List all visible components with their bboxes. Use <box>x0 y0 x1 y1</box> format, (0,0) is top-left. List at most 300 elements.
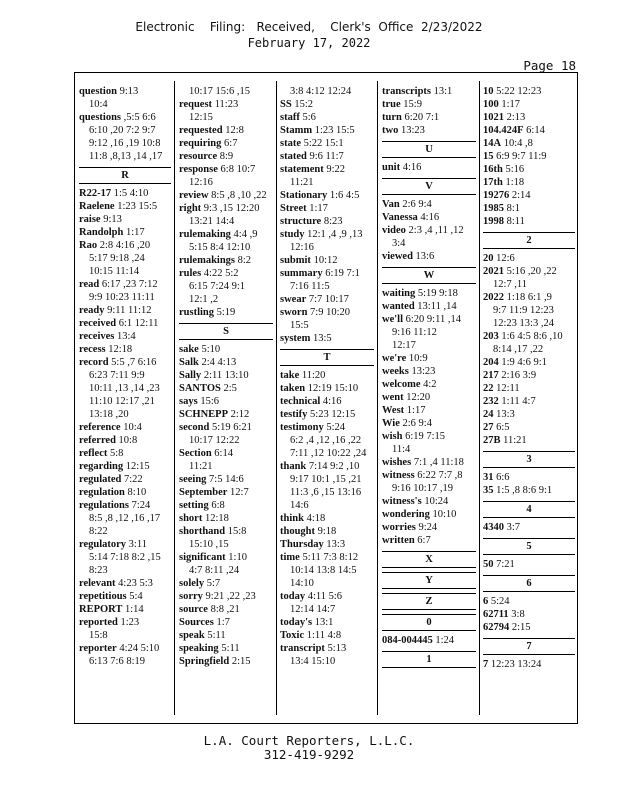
index-entry <box>483 408 575 421</box>
page-line-refs: 13:1 <box>314 617 334 628</box>
page-line-refs-continued: 12:7 ,11 <box>493 279 528 290</box>
index-entry <box>483 137 575 150</box>
page-line-refs: 2:13 <box>506 112 526 123</box>
index-word: Section <box>179 448 212 459</box>
page-line-refs: 2:6 9:4 <box>402 199 432 210</box>
page-line-refs-continued: 12:15 <box>189 112 213 123</box>
page-line-refs-continued: 12:16 <box>189 177 213 188</box>
letter-heading: S <box>179 323 273 340</box>
index-word: 15 <box>483 151 494 162</box>
index-entry <box>79 239 171 252</box>
letter-heading: 1 <box>382 651 476 668</box>
index-word: testimony <box>280 422 324 433</box>
page-line-refs: 8:1 <box>506 203 521 214</box>
index-word: requested <box>179 125 223 136</box>
column-divider <box>174 81 175 715</box>
page-line-refs: 1:18 <box>505 177 525 188</box>
index-entry <box>280 629 374 642</box>
index-word: right <box>179 203 202 214</box>
page-line-refs: 2:12 <box>230 409 250 420</box>
index-word: viewed <box>382 251 413 262</box>
index-entry <box>179 421 273 434</box>
index-word: setting <box>179 500 209 511</box>
index-entry <box>179 254 273 267</box>
index-entry <box>483 356 575 369</box>
page-line-refs: 8:9 <box>219 151 234 162</box>
index-entry <box>79 213 171 226</box>
page-line-refs: 6:20 7:1 <box>404 112 440 123</box>
index-word: source <box>179 604 208 615</box>
index-word: Rao <box>79 240 98 251</box>
index-entry <box>179 228 273 241</box>
page-line-refs: 6:9 9:7 11:9 <box>496 151 547 162</box>
index-entry <box>79 343 171 356</box>
index-word: turn <box>382 112 402 123</box>
page-line-refs: 10:10 <box>432 509 457 520</box>
index-entry <box>382 111 476 124</box>
index-entry <box>280 408 374 421</box>
index-entry <box>179 499 273 512</box>
index-word: 104.424F <box>483 125 524 136</box>
page-line-refs: 6:20 9:11 ,14 <box>405 314 461 325</box>
page-line-refs: 6:5 <box>496 422 510 433</box>
letter-heading: R <box>79 167 171 184</box>
index-word: 232 <box>483 396 499 407</box>
index-word: take <box>280 370 300 381</box>
page-line-refs: 7:9 10:20 <box>310 307 351 318</box>
index-entry <box>483 85 575 98</box>
reporter-company: L.A. Court Reporters, L.L.C. <box>203 733 415 748</box>
index-word: time <box>280 552 300 563</box>
index-entry <box>79 330 171 343</box>
index-word: 4340 <box>483 522 504 533</box>
page-line-refs: 1:7 <box>216 617 230 628</box>
index-word: repetitious <box>79 591 127 602</box>
page-line-refs-continued: 9:7 11:9 12:23 <box>493 305 554 316</box>
index-entry <box>280 616 374 629</box>
index-word: referred <box>79 435 116 446</box>
page-line-refs: 6:7 <box>224 138 238 149</box>
index-word: SCHNEPP <box>179 409 229 420</box>
page-line-refs-continued: 8:5 ,8 ,12 ,16 ,17 <box>89 513 161 524</box>
index-word: system <box>280 333 311 344</box>
page-line-refs: 4:2 <box>423 379 437 390</box>
index-word: 31 <box>483 472 494 483</box>
index-entry <box>179 202 273 215</box>
index-entry <box>179 408 273 421</box>
page-line-refs: 13:6 <box>415 251 435 262</box>
index-entry <box>382 469 476 482</box>
page-line-refs: 4:23 5:3 <box>118 578 153 589</box>
index-entry <box>483 176 575 189</box>
index-word: question <box>79 86 117 97</box>
index-word: 217 <box>483 370 499 381</box>
index-word: reference <box>79 422 121 433</box>
index-entry <box>179 525 273 538</box>
page-line-refs: 1:17 <box>309 203 328 214</box>
index-word: solely <box>179 578 205 589</box>
index-word: true <box>382 99 401 110</box>
index-word: sake <box>179 344 199 355</box>
index-word: 204 <box>483 357 499 368</box>
page-line-refs-continued: 15:10 ,15 <box>189 539 229 550</box>
index-entry <box>179 98 273 111</box>
page-line-refs: 5:16 <box>505 164 525 175</box>
page-line-refs: 2:5 <box>223 383 237 394</box>
page-line-refs-continued: 9:9 10:23 11:11 <box>89 292 155 303</box>
page-line-refs-continued: 12:16 <box>290 242 314 253</box>
index-word: raise <box>79 214 101 225</box>
page-line-refs-continued: 12:14 14:7 <box>290 604 336 615</box>
index-entry <box>179 551 273 564</box>
letter-heading: W <box>382 267 476 284</box>
index-entry <box>79 447 171 460</box>
index-entry <box>483 521 575 534</box>
index-word: taken <box>280 383 306 394</box>
page-line-refs: 6:8 10:7 <box>220 164 256 175</box>
index-entry <box>382 521 476 534</box>
index-entry <box>79 642 171 655</box>
page-line-refs-continued: 6:23 7:11 9:9 <box>89 370 145 381</box>
page-line-refs: 2:8 4:16 ,20 <box>99 240 151 251</box>
index-word: stated <box>280 151 307 162</box>
page-line-refs: 9:3 ,15 12:20 <box>203 203 260 214</box>
page-line-refs-continued: 15:5 <box>290 320 309 331</box>
index-entry <box>382 352 476 365</box>
index-entry <box>280 111 374 124</box>
page-line-refs: 6:22 7:7 ,8 <box>417 470 463 481</box>
index-word: transcript <box>280 643 325 654</box>
page-line-refs-continued: 12:23 13:3 ,24 <box>493 318 554 329</box>
page-line-refs: 2:11 13:10 <box>203 370 249 381</box>
index-word: went <box>382 392 404 403</box>
index-word: thank <box>280 461 307 472</box>
page-line-refs: 6:14 <box>526 125 545 136</box>
page-line-refs: 6:8 <box>211 500 225 511</box>
page-line-refs-continued: 5:15 8:4 12:10 <box>189 242 251 253</box>
index-word: 2022 <box>483 292 504 303</box>
page-line-refs: 9:13 <box>119 86 139 97</box>
index-entry <box>382 534 476 547</box>
index-entry <box>280 293 374 306</box>
index-word: SS <box>280 99 292 110</box>
index-word: 24 <box>483 409 494 420</box>
page-line-refs: 9:22 <box>326 164 346 175</box>
index-word: 27 <box>483 422 494 433</box>
index-word: Toxic <box>280 630 305 641</box>
index-entry <box>483 658 575 671</box>
page-line-refs: 2:15 <box>231 656 251 667</box>
index-entry <box>179 382 273 395</box>
page-line-refs: 1:23 15:5 <box>117 201 158 212</box>
page-line-refs: 10:9 <box>408 353 428 364</box>
page-line-refs: 5:7 <box>206 578 221 589</box>
index-word: record <box>79 357 109 368</box>
page-line-refs: 1:24 <box>435 635 455 646</box>
index-word: says <box>179 396 198 407</box>
index-word: receives <box>79 331 115 342</box>
index-word: wishes <box>382 457 412 468</box>
index-entry <box>483 252 575 265</box>
index-entry <box>483 111 575 124</box>
index-word: 6 <box>483 596 489 607</box>
page-line-refs: 5:6 <box>302 112 316 123</box>
index-word: swear <box>280 294 307 305</box>
index-word: 084-004445 <box>382 635 433 646</box>
page-line-refs: 6:19 7:1 <box>325 268 360 279</box>
index-entry <box>79 538 171 551</box>
page-line-refs: 1:9 4:6 9:1 <box>501 357 547 368</box>
index-word: West <box>382 405 405 416</box>
index-column-5 <box>483 85 575 671</box>
index-entry <box>382 313 476 326</box>
page-line-refs: 1:10 <box>228 552 247 563</box>
index-entry <box>179 356 273 369</box>
page-line-refs: 5:13 <box>327 643 347 654</box>
index-entry <box>280 98 374 111</box>
page-line-refs: 5:22 12:23 <box>496 86 542 97</box>
page-line-refs: 1:6 4:5 <box>329 190 360 201</box>
page-line-refs-continued: 13:21 14:4 <box>189 216 235 227</box>
index-word: unit <box>382 162 401 173</box>
index-entry <box>179 655 273 668</box>
reporter-phone: 312-419-9292 <box>263 747 355 762</box>
index-entry <box>483 291 575 304</box>
index-entry <box>382 391 476 404</box>
page-line-refs: 4:16 <box>420 212 440 223</box>
index-word: Street <box>280 203 307 214</box>
index-word: review <box>179 190 209 201</box>
index-entry <box>79 278 171 291</box>
column-divider <box>479 81 480 715</box>
index-entry <box>382 417 476 430</box>
index-entry <box>483 189 575 202</box>
index-entry <box>280 306 374 319</box>
index-entry <box>79 499 171 512</box>
index-entry <box>382 224 476 237</box>
page-line-refs: 8:23 <box>323 216 343 227</box>
index-entry <box>280 228 374 241</box>
letter-heading: 2 <box>483 232 575 249</box>
index-entry <box>79 616 171 629</box>
index-entry <box>280 395 374 408</box>
filing-stamp: Electronic Filing: Received, Clerk's Office 2/23/2022 <box>135 20 483 34</box>
page-line-refs: 4:18 <box>306 513 326 524</box>
index-entry <box>280 525 374 538</box>
index-entry <box>280 538 374 551</box>
index-word: requiring <box>179 138 222 149</box>
index-word: we're <box>382 353 407 364</box>
index-word: written <box>382 535 415 546</box>
index-word: read <box>79 279 100 290</box>
page-line-refs-continued: 11:21 <box>290 177 314 188</box>
page-line-refs: 9:13 <box>103 214 122 225</box>
page-line-refs: 9:21 ,22 ,23 <box>205 591 256 602</box>
index-entry <box>79 603 171 616</box>
index-word: 62711 <box>483 609 509 620</box>
page-line-refs: 9:24 <box>418 522 438 533</box>
page-line-refs-continued: 10:17 12:22 <box>189 435 240 446</box>
letter-heading: 0 <box>382 614 476 631</box>
index-entry <box>483 595 575 608</box>
index-entry <box>79 434 171 447</box>
index-word: structure <box>280 216 322 227</box>
index-entry <box>382 287 476 300</box>
index-entry <box>79 200 171 213</box>
page-line-refs: 6:17 ,23 7:12 <box>101 279 158 290</box>
index-word: rulemakings <box>179 255 236 266</box>
index-entry <box>280 189 374 202</box>
index-word: waiting <box>382 288 416 299</box>
index-column-3 <box>280 85 374 668</box>
index-entry <box>179 603 273 616</box>
page-line-refs: 9:18 <box>317 526 337 537</box>
page-line-refs-continued: 10:15 11:14 <box>89 266 140 277</box>
page-line-refs: 4:22 5:2 <box>203 268 239 279</box>
page-line-refs: 4:11 5:6 <box>307 591 343 602</box>
page-line-refs: 1:11 4:8 <box>306 630 342 641</box>
page-line-refs: 3:7 <box>506 522 521 533</box>
page-line-refs: 5:11 7:3 8:12 <box>302 552 359 563</box>
letter-heading: X <box>382 551 476 568</box>
index-entry <box>483 163 575 176</box>
index-entry <box>382 98 476 111</box>
page-line-refs-continued: 5:17 9:18 ,24 <box>89 253 145 264</box>
index-word: regarding <box>79 461 124 472</box>
page-line-refs: 4:16 <box>322 396 342 407</box>
page-line-refs-continued: 7:16 11:5 <box>290 281 330 292</box>
index-word: testify <box>280 409 308 420</box>
page-line-refs: 8:5 ,8 ,10 ,22 <box>211 190 267 201</box>
index-entry <box>79 356 171 369</box>
index-entry <box>179 343 273 356</box>
page-line-refs-continued: 14:10 <box>290 578 314 589</box>
page-line-refs: 13:5 <box>312 333 332 344</box>
index-entry <box>280 421 374 434</box>
index-word: Stamm <box>280 125 313 136</box>
index-entry <box>79 486 171 499</box>
page-line-refs: 5:23 12:15 <box>310 409 356 420</box>
index-entry <box>79 577 171 590</box>
page-line-refs: 15:6 <box>200 396 219 407</box>
letter-heading: 6 <box>483 575 575 592</box>
index-entry <box>280 382 374 395</box>
index-entry <box>382 634 476 647</box>
index-word: Springfield <box>179 656 230 667</box>
page-line-refs-continued: 7:11 ,12 10:22 ,24 <box>290 448 367 459</box>
index-column-1 <box>79 85 171 668</box>
index-word: today's <box>280 617 313 628</box>
index-word: reported <box>79 617 118 628</box>
index-word: witness's <box>382 496 422 507</box>
index-word: SANTOS <box>179 383 221 394</box>
index-word: Wie <box>382 418 400 429</box>
page-line-refs-continued: 12:17 <box>392 340 416 351</box>
index-entry <box>179 306 273 319</box>
page-line-refs-continued: 10:14 13:8 14:5 <box>290 565 357 576</box>
index-word: two <box>382 125 399 136</box>
page-line-refs-continued: 6:2 ,4 ,12 ,16 ,22 <box>290 435 362 446</box>
page-line-refs: 6:7 <box>417 535 431 546</box>
index-entry <box>382 456 476 469</box>
page-line-refs: 5:4 <box>129 591 143 602</box>
index-entry <box>179 486 273 499</box>
index-entry <box>79 421 171 434</box>
index-word: 10 <box>483 86 494 97</box>
index-entry <box>179 369 273 382</box>
index-entry <box>179 395 273 408</box>
index-word: wanted <box>382 301 415 312</box>
letter-heading: T <box>280 349 374 366</box>
page-line-refs: 5:8 <box>110 448 124 459</box>
index-entry <box>382 161 476 174</box>
index-entry <box>483 150 575 163</box>
index-word: speaking <box>179 643 219 654</box>
index-word: 35 <box>483 485 494 496</box>
page-line-refs: 13:11 ,14 <box>417 301 457 312</box>
page-line-refs-continued: 5:14 7:18 8:2 ,15 <box>89 552 161 563</box>
index-word: 1021 <box>483 112 504 123</box>
index-entry <box>280 460 374 473</box>
page-line-refs-continued: 9:16 10:17 ,19 <box>392 483 453 494</box>
index-entry <box>280 150 374 163</box>
index-column-2 <box>179 85 273 668</box>
page-line-refs-continued: 11:21 <box>189 461 213 472</box>
page-line-refs: 12:18 <box>204 513 229 524</box>
index-entry <box>179 163 273 176</box>
index-entry <box>179 577 273 590</box>
index-entry <box>483 202 575 215</box>
index-word: rustling <box>179 307 215 318</box>
page-line-refs: 7:24 <box>131 500 151 511</box>
page-line-refs: 5:19 <box>216 307 236 318</box>
page-line-refs: 1:18 6:1 ,9 <box>506 292 552 303</box>
page-line-refs: 12:20 <box>406 392 431 403</box>
page-line-refs: 13:3 <box>496 409 515 420</box>
index-entry <box>179 629 273 642</box>
page-line-refs: 5:24 <box>490 596 510 607</box>
index-word: Raelene <box>79 201 115 212</box>
page-line-refs: 5:10 <box>201 344 221 355</box>
index-entry <box>280 590 374 603</box>
letter-heading: V <box>382 178 476 195</box>
page-line-refs: 5:19 6:21 <box>211 422 252 433</box>
page-line-refs: 15:8 <box>227 526 247 537</box>
index-entry <box>179 512 273 525</box>
index-word: Sally <box>179 370 202 381</box>
index-word: shorthand <box>179 526 226 537</box>
page-line-refs: 10:4 <box>123 422 142 433</box>
page-line-refs: 2:15 <box>511 622 531 633</box>
index-entry <box>79 460 171 473</box>
index-word: 19276 <box>483 190 510 201</box>
page-line-refs: 1:17 <box>406 405 426 416</box>
index-entry <box>382 378 476 391</box>
index-entry <box>179 590 273 603</box>
page-line-refs: 5:22 15:1 <box>303 138 344 149</box>
index-word: worries <box>382 522 416 533</box>
page-line-refs: 15:2 <box>294 99 313 110</box>
page-line-refs: 8:10 <box>127 487 147 498</box>
index-entry <box>483 98 575 111</box>
page-line-refs-continued: 9:12 ,16 ,19 10:8 <box>89 138 161 149</box>
page-line-refs-continued: 10:4 <box>89 99 108 110</box>
index-entry <box>483 484 575 497</box>
index-entry <box>483 395 575 408</box>
index-entry <box>483 215 575 228</box>
index-word: we'll <box>382 314 403 325</box>
index-word: 14A <box>483 138 502 149</box>
